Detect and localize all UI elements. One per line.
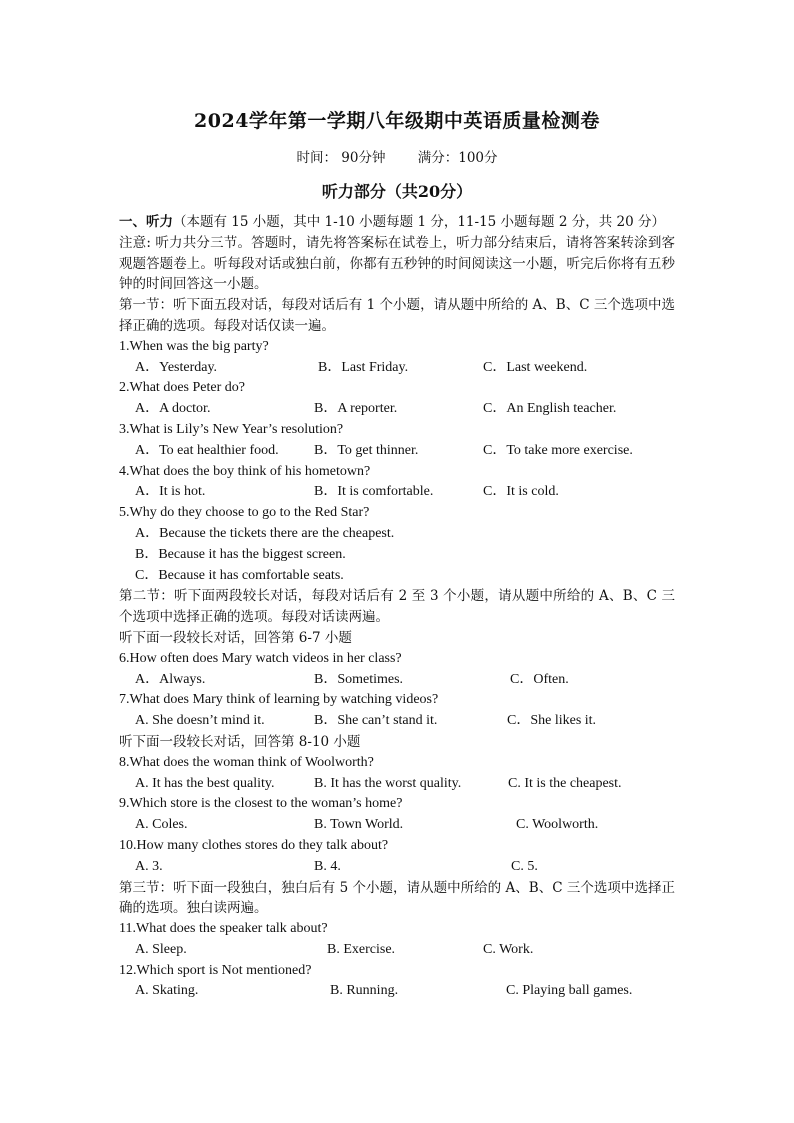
- section2-subheading: 听下面一段较长对话，回答第 8-10 小题: [119, 733, 361, 750]
- option-a: A. She doesn’t mind it.: [135, 713, 265, 729]
- question-options: [119, 711, 675, 732]
- section-heading: 听力部分（共20分）: [321, 182, 473, 201]
- option-c: C．Often.: [510, 671, 569, 687]
- option-a: A. It has the best quality.: [135, 775, 275, 791]
- exam-score: 满分：100分: [417, 150, 498, 166]
- question-stem: 3.What is Lily’s New Year’s resolution?: [119, 421, 344, 437]
- option-a: A．A doctor.: [135, 401, 211, 417]
- option-b: B．Last Friday.: [318, 359, 409, 375]
- page-title: 2024学年第一学期八年级期中英语质量检测卷: [194, 110, 600, 132]
- question-options: [119, 358, 675, 379]
- option-c: C．It is cold.: [483, 484, 559, 500]
- option-a: A．Yesterday.: [135, 359, 218, 375]
- option-b: B. Running.: [330, 983, 399, 999]
- option-c: C．Because it has comfortable seats.: [135, 567, 344, 583]
- option-a: A．Because the tickets there are the cheapest.: [135, 525, 395, 541]
- option-b: B. Town World.: [314, 817, 404, 833]
- option-c: C. Playing ball games.: [506, 983, 633, 999]
- option-a: A．To eat healthier food.: [135, 442, 279, 458]
- question-stem: 2.What does Peter do?: [119, 380, 245, 396]
- exam-time: 时间： 90分钟: [296, 150, 386, 166]
- option-c: C. Work.: [483, 941, 534, 957]
- option-b: B．To get thinner.: [314, 442, 419, 458]
- option-c: C．She likes it.: [507, 713, 597, 729]
- section1-instructions: 第一节：听下面五段对话，每段对话后有 1 个小题，请从题中所给的 A、B、C 三个选项中选择正确的选项。每段对话仅读一遍。: [119, 297, 675, 334]
- option-c: C. 5.: [511, 858, 538, 874]
- option-c: C. It is the cheapest.: [508, 775, 622, 791]
- question-stem: 4.What does the boy think of his hometown?: [119, 463, 371, 479]
- option-b: B．She can’t stand it.: [314, 713, 438, 729]
- question-stem: 10.How many clothes stores do they talk about?: [119, 837, 389, 853]
- notice-text: 注意: 听力共分三节。答题时，请先将答案标在试卷上，听力部分结束后，请将答案转涂到客观题答题卷上。听每段对话或独白前，你都有五秒钟的时间阅读这一小题，听完后你将有五秒钟的时间回答这一小题。: [119, 234, 675, 293]
- option-b: B．Because it has the biggest screen.: [135, 546, 346, 562]
- option-b: B．Sometimes.: [314, 671, 404, 687]
- part-heading-label: 一、听力: [119, 214, 173, 230]
- option-b: B．It is comfortable.: [314, 484, 434, 500]
- question-stem: 7.What does Mary think of learning by watching videos?: [119, 692, 439, 708]
- question-options: [119, 815, 675, 836]
- question-stem: 12.Which sport is Not mentioned?: [119, 962, 312, 978]
- option-a: A. Sleep.: [135, 941, 187, 957]
- question-options: [119, 399, 675, 420]
- question-stem: 1.When was the big party?: [119, 338, 269, 354]
- question-options: [119, 482, 675, 503]
- option-a: A．It is hot.: [135, 484, 206, 500]
- question-stem: 6.How often does Mary watch videos in her class?: [119, 650, 402, 666]
- section2-instructions: 第二节：听下面两段较长对话，每段对话后有 2 至 3 个小题，请从题中所给的 A、B、C 三个选项中选择正确的选项。每段对话读两遍。: [119, 588, 675, 626]
- question-options: [119, 441, 675, 462]
- option-a: A．Always.: [135, 671, 206, 687]
- question-options: [119, 857, 675, 878]
- question-options: [119, 981, 675, 1002]
- option-b: B. It has the worst quality.: [314, 775, 462, 791]
- option-c: C．To take more exercise.: [483, 442, 633, 458]
- option-b: B．A reporter.: [314, 401, 398, 417]
- question-options: [119, 670, 675, 691]
- option-c: C．An English teacher.: [483, 401, 617, 417]
- listening-section: [119, 212, 675, 1002]
- option-a: A. 3.: [135, 858, 163, 874]
- option-a: A. Skating.: [135, 983, 199, 999]
- question-options: [119, 940, 675, 961]
- exam-info: [0, 146, 794, 166]
- section3-instructions: 第三节：听下面一段独白，独白后有 5 个小题，请从题中所给的 A、B、C 三个选项中选择正确的选项。独白读两遍。: [119, 879, 675, 917]
- option-b: B. Exercise.: [327, 941, 396, 957]
- question-stem: 9.Which store is the closest to the woman’s home?: [119, 796, 403, 812]
- option-c: C. Woolworth.: [516, 817, 599, 833]
- question-stem: 5.Why do they choose to go to the Red Star?: [119, 505, 370, 521]
- question-options: [119, 774, 675, 795]
- part-heading-note: （本题有 15 小题，其中 1-10 小题每题 1 分，11-15 小题每题 2 分，共 20 分）: [173, 214, 665, 230]
- part-heading: [119, 212, 675, 233]
- section2-subheading: 听下面一段较长对话，回答第 6-7 小题: [119, 629, 352, 646]
- question-stem: 8.What does the woman think of Woolworth?: [119, 754, 374, 770]
- question-stem: 11.What does the speaker talk about?: [119, 921, 328, 937]
- option-b: B. 4.: [314, 858, 341, 874]
- option-a: A. Coles.: [135, 817, 188, 833]
- option-c: C．Last weekend.: [483, 359, 588, 375]
